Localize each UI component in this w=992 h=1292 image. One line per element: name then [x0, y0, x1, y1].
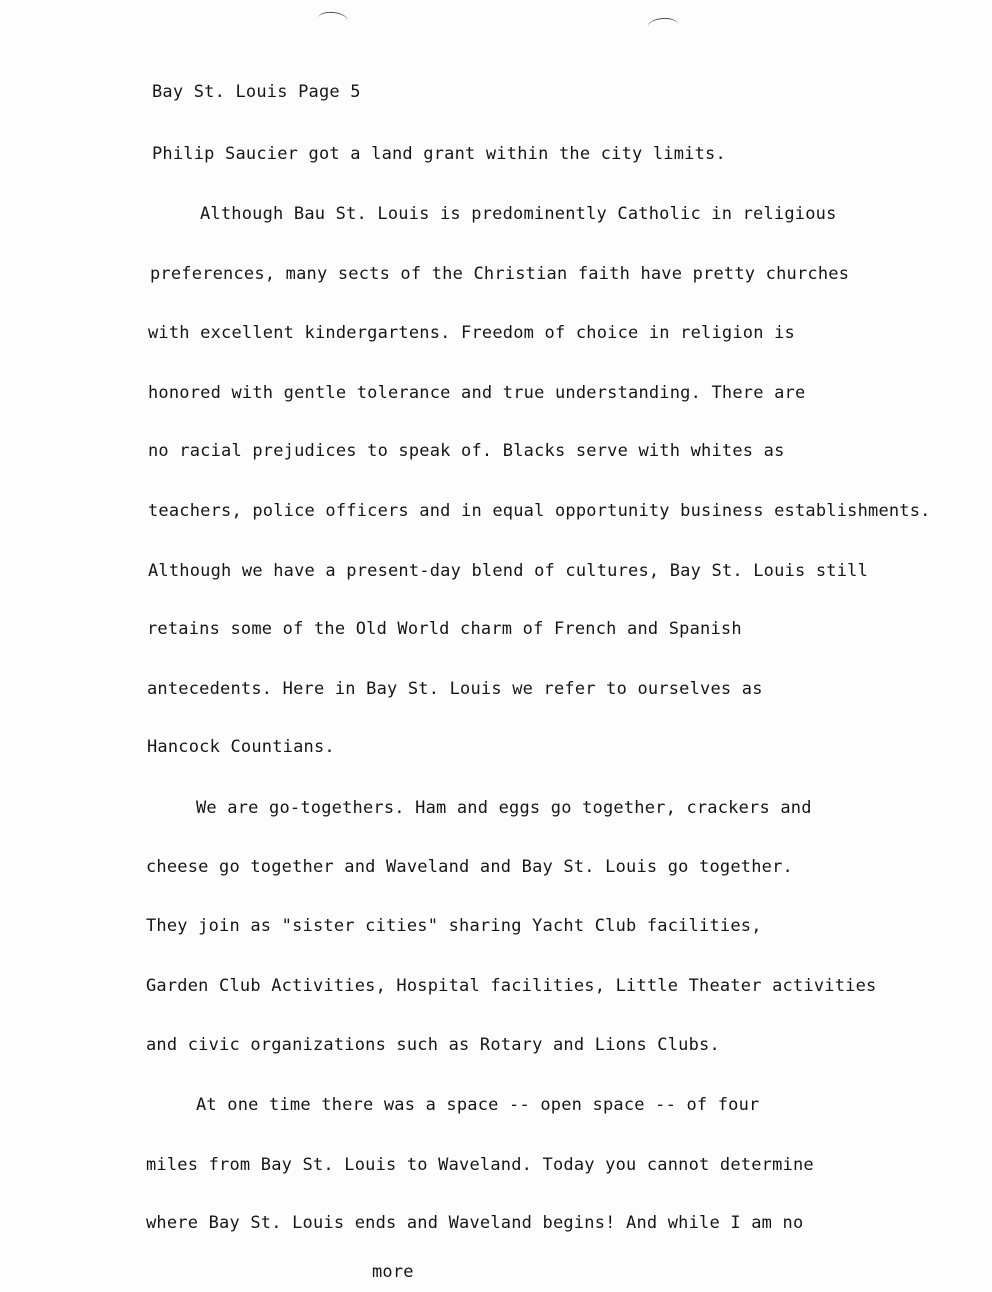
text-line-7: teachers, police officers and in equal opportunity business establishments.: [148, 501, 931, 521]
catchword: more: [372, 1262, 414, 1282]
text-line-9: retains some of the Old World charm of French and Spanish: [147, 619, 742, 639]
text-line-12: We are go-togethers. Ham and eggs go together, crackers and: [196, 798, 812, 818]
text-line-14: They join as "sister cities" sharing Yacht Club facilities,: [146, 916, 762, 936]
text-line-3: preferences, many sects of the Christian faith have pretty churches: [150, 264, 850, 284]
text-line-19: where Bay St. Louis ends and Waveland begins! And while I am no: [146, 1213, 804, 1233]
punch-mark-left: [317, 10, 348, 28]
text-line-18: miles from Bay St. Louis to Waveland. Today you cannot determine: [146, 1155, 814, 1175]
text-line-16: and civic organizations such as Rotary and Lions Clubs.: [146, 1035, 720, 1055]
text-line-4: with excellent kindergartens. Freedom of choice in religion is: [148, 323, 795, 343]
text-line-1: Philip Saucier got a land grant within the city limits.: [152, 144, 726, 164]
text-line-11: Hancock Countians.: [147, 737, 335, 757]
text-line-6: no racial prejudices to speak of. Blacks serve with whites as: [148, 441, 785, 461]
text-line-8: Although we have a present-day blend of cultures, Bay St. Louis still: [148, 561, 869, 581]
text-line-15: Garden Club Activities, Hospital facilities, Little Theater activities: [146, 976, 877, 996]
punch-mark-right: [648, 17, 679, 34]
text-line-10: antecedents. Here in Bay St. Louis we refer to ourselves as: [147, 679, 763, 699]
text-line-13: cheese go together and Waveland and Bay St. Louis go together.: [146, 857, 793, 877]
page-header: Bay St. Louis Page 5: [152, 82, 361, 102]
text-line-17: At one time there was a space -- open space -- of four: [196, 1095, 760, 1115]
text-line-5: honored with gentle tolerance and true understanding. There are: [148, 383, 806, 403]
text-line-2: Although Bau St. Louis is predominently Catholic in religious: [200, 204, 837, 224]
